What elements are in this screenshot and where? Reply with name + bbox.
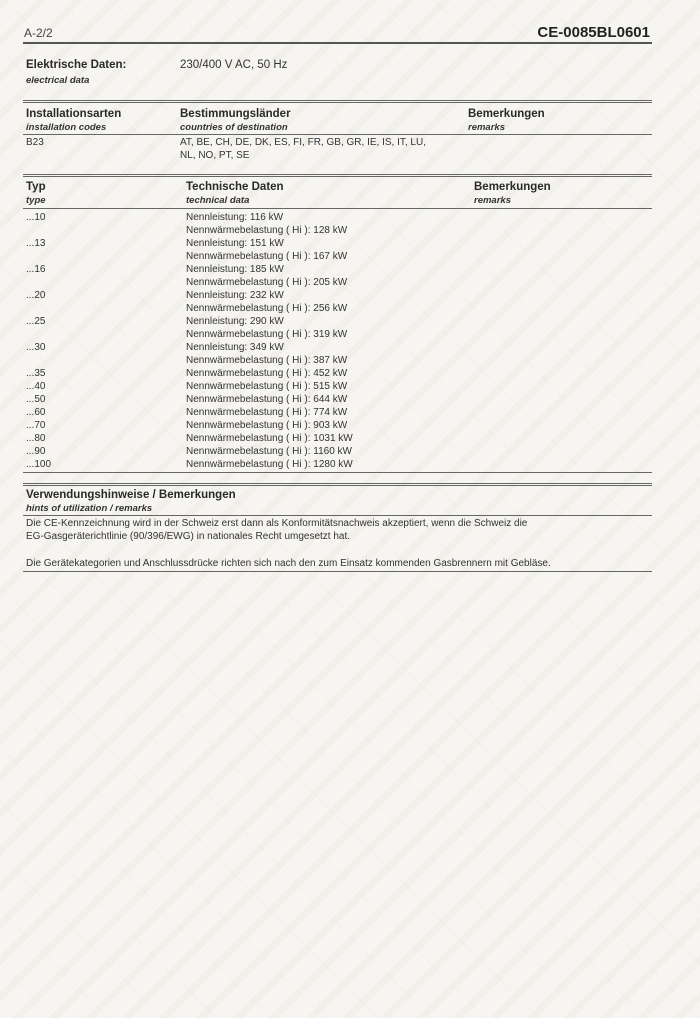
data-cell: Nennleistung: 232 kW: [186, 290, 284, 301]
table-row: [26, 406, 626, 419]
data-cell: Nennwärmebelastung ( Hi ): 774 kW: [186, 407, 348, 418]
type-cell: ...90: [26, 446, 46, 457]
data-cell: Nennwärmebelastung ( Hi ): 1280 kW: [186, 459, 353, 470]
countries-header: Bestimmungsländer: [180, 108, 291, 120]
electrical-data-sublabel: electrical data: [26, 75, 90, 86]
hints-bottom-divider: [23, 571, 652, 572]
installation-top-divider: [23, 100, 652, 106]
type-cell: ...30: [26, 342, 46, 353]
types-remarks-header: Bemerkungen: [474, 181, 551, 193]
hints-line-1: Die CE-Kennzeichnung wird in der Schweiz erst dann als Konformitätsnachweis akzeptiert, wenn die Schweiz die: [26, 518, 528, 529]
hints-subheader: hints of utilization / remarks: [26, 503, 153, 514]
header-divider: [23, 42, 652, 44]
hints-line-2: EG-Gasgeräterichtlinie (90/396/EWG) in nationales Recht umgesetzt hat.: [26, 531, 351, 542]
table-row: [26, 328, 626, 341]
table-row: [26, 393, 626, 406]
type-subheader: type: [26, 195, 46, 206]
data-cell: Nennwärmebelastung ( Hi ): 515 kW: [186, 381, 348, 392]
installation-remarks-header: Bemerkungen: [468, 108, 545, 120]
data-cell: Nennwärmebelastung ( Hi ): 1031 kW: [186, 433, 353, 444]
technical-data-header: Technische Daten: [186, 181, 284, 193]
type-cell: ...40: [26, 381, 46, 392]
hints-header-divider: [23, 515, 652, 516]
types-top-divider: [23, 174, 652, 180]
table-row: [26, 419, 626, 432]
data-cell: Nennwärmebelastung ( Hi ): 644 kW: [186, 394, 348, 405]
installation-remarks-subheader: remarks: [468, 122, 505, 133]
data-cell: Nennleistung: 185 kW: [186, 264, 284, 275]
type-cell: ...70: [26, 420, 46, 431]
data-cell: Nennleistung: 290 kW: [186, 316, 284, 327]
data-cell: Nennleistung: 151 kW: [186, 238, 284, 249]
data-cell: Nennwärmebelastung ( Hi ): 319 kW: [186, 329, 348, 340]
table-row: [26, 458, 626, 471]
data-cell: Nennwärmebelastung ( Hi ): 256 kW: [186, 303, 348, 314]
type-cell: ...35: [26, 368, 46, 379]
table-row: [26, 289, 626, 302]
hints-header: Verwendungshinweise / Bemerkungen: [26, 489, 236, 501]
table-row: [26, 211, 626, 224]
countries-subheader: countries of destination: [180, 122, 288, 133]
table-row: [26, 302, 626, 315]
type-cell: ...10: [26, 212, 46, 223]
page-number: A-2/2: [24, 26, 53, 40]
type-cell: ...25: [26, 316, 46, 327]
table-row: [26, 315, 626, 328]
table-row: [26, 341, 626, 354]
types-header-divider: [23, 208, 652, 209]
electrical-data-label: Elektrische Daten:: [26, 59, 127, 71]
table-row: [26, 263, 626, 276]
technical-data-table: [26, 211, 626, 471]
table-row: [26, 250, 626, 263]
data-cell: Nennleistung: 116 kW: [186, 212, 284, 223]
table-row: [26, 445, 626, 458]
data-cell: Nennwärmebelastung ( Hi ): 128 kW: [186, 225, 348, 236]
table-row: [26, 354, 626, 367]
data-cell: Nennwärmebelastung ( Hi ): 167 kW: [186, 251, 348, 262]
table-row: [26, 224, 626, 237]
type-cell: ...13: [26, 238, 46, 249]
table-row: [26, 237, 626, 250]
data-cell: Nennwärmebelastung ( Hi ): 452 kW: [186, 368, 348, 379]
document-id: CE-0085BL0601: [537, 24, 650, 41]
installation-codes-subheader: installation codes: [26, 122, 107, 133]
data-cell: Nennwärmebelastung ( Hi ): 205 kW: [186, 277, 348, 288]
table-row: [26, 367, 626, 380]
data-cell: Nennwärmebelastung ( Hi ): 387 kW: [186, 355, 348, 366]
types-remarks-subheader: remarks: [474, 195, 511, 206]
technical-data-subheader: technical data: [186, 195, 250, 206]
electrical-data-value: 230/400 V AC, 50 Hz: [180, 59, 288, 71]
countries-line-1: AT, BE, CH, DE, DK, ES, FI, FR, GB, GR, IE, IS, IT, LU,: [180, 137, 426, 148]
type-cell: ...50: [26, 394, 46, 405]
table-row: [26, 276, 626, 289]
type-cell: ...60: [26, 407, 46, 418]
installation-codes-header: Installationsarten: [26, 108, 122, 120]
countries-line-2: NL, NO, PT, SE: [180, 150, 250, 161]
data-cell: Nennwärmebelastung ( Hi ): 903 kW: [186, 420, 348, 431]
type-cell: ...20: [26, 290, 46, 301]
type-cell: ...80: [26, 433, 46, 444]
type-cell: ...100: [26, 459, 52, 470]
table-row: [26, 380, 626, 393]
data-cell: Nennwärmebelastung ( Hi ): 1160 kW: [186, 446, 352, 457]
type-cell: ...16: [26, 264, 46, 275]
hints-line-3: Die Gerätekategorien und Anschlussdrücke richten sich nach den zum Einsatz kommenden Gasbrennern mit Gebläse.: [26, 558, 551, 569]
installation-code: B23: [26, 137, 44, 148]
types-bottom-divider: [23, 472, 652, 473]
type-header: Typ: [26, 181, 46, 193]
installation-header-divider: [23, 134, 652, 135]
data-cell: Nennleistung: 349 kW: [186, 342, 284, 353]
table-row: [26, 432, 626, 445]
